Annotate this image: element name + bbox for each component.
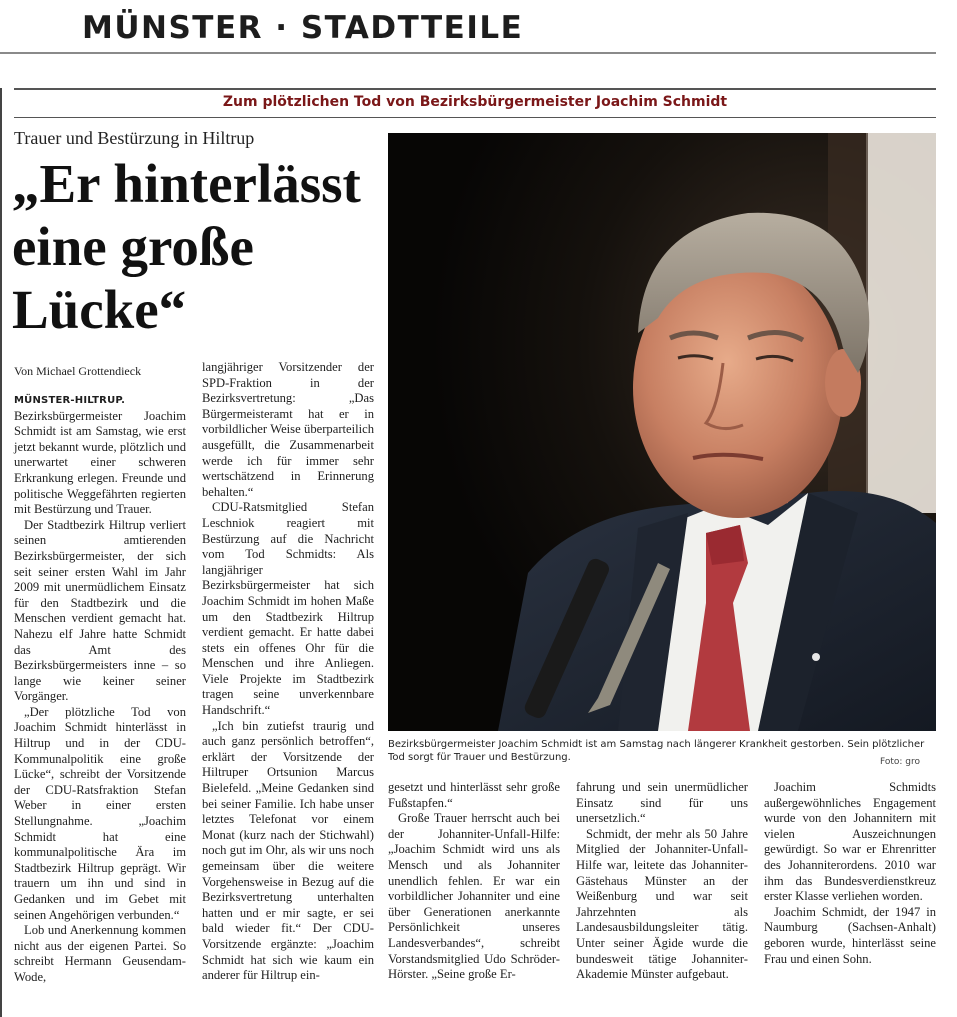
article-column-5: [764, 780, 936, 967]
article-paragraph: gesetzt und hinterlässt sehr große Fußstapfen.“: [388, 780, 560, 810]
photo-credit: Foto: gro: [880, 757, 921, 767]
article-paragraph: Lob und Anerkennung kommen nicht aus der eigenen Partei. So schreibt Hermann Geusendam-Wode,: [14, 923, 186, 984]
article-paragraph: langjähriger Vorsitzender der SPD-Fraktion in der Bezirksvertretung: „Das Bürgermeisteramt hat er in vorbildlicher Weise überparteilich ausgefüllt, die Zusammenarbeit werde ich für immer sehr wertschätzend in Erinnerung behalten.“: [202, 360, 374, 499]
article-paragraph: fahrung und sein unermüdlicher Einsatz sind für uns unersetzlich.“: [576, 780, 748, 826]
subheadline: Trauer und Bestürzung in Hiltrup: [14, 128, 255, 148]
article-column-4: [576, 780, 748, 983]
article-paragraph: Große Trauer herrscht auch bei der Johanniter-Unfall-Hilfe: „Joachim Schmidt wird uns als Mensch und als Johanniter unendlich fehlen. Er war ein vorbildlicher Johanniter und eine über Generationen anerkannte Persönlichkeit unseres Landesverbandes“, schreibt Vorstandsmitglied Udo Schröder-Hörster. „Seine große Er-: [388, 811, 560, 982]
kicker-rule-bottom: [14, 117, 936, 118]
article-column-2: [202, 360, 374, 984]
article-paragraph: Schmidt, der mehr als 50 Jahre Mitglied der Johanniter-Unfall-Hilfe war, leitete das Johanniter-Gästehaus Münster an der Weißenburg und war seit Jahrzehnten als Landesausbildungsleiter tätig. Unter seiner Ägide wurde die bundesweit tätige Johanniter-Akademie Münster aufgebaut.: [576, 826, 748, 982]
article-paragraph: Joachim Schmidt, der 1947 in Naumburg (Sachsen-Anhalt) geboren wurde, hinterlässt seine Frau und einen Sohn.: [764, 904, 936, 966]
article-paragraph: CDU-Ratsmitglied Stefan Leschniok reagiert mit Bestürzung auf die Nachricht vom Tod Schmidts: Als langjähriger Bezirksbürgermeister hat sich Joachim Schmidt im hohen Maße um den Stadtbezirk Hiltrup verdient gemacht. Er hatte dabei stets ein offenes Ohr für die Menschen und ihre Anliegen. Viele Projekte im Stadtbezirk tragen seine unverkennbare Handschrift.“: [202, 500, 374, 718]
article-paragraph: [14, 392, 186, 518]
portrait-illustration: [388, 133, 936, 731]
headline: „Er hinterlässt eine große Lücke“: [12, 153, 361, 340]
article-paragraph: „Der plötzliche Tod von Joachim Schmidt hinterlässt in Hiltrup und in der CDU-Kommunalpolitik eine große Lücke“, schreibt der Vorsitzende der CDU-Ratsfraktion Stefan Weber in einer ersten Stellungnahme. „Joachim Schmidt hat eine kommunalpolitische Ära im Stadtbezirk Hiltrup geprägt. Wir trauern um ihn und sind in Gedanken und im Gebet mit seinen Angehörigen verbunden.“: [14, 704, 186, 922]
photo-caption: Bezirksbürgermeister Joachim Schmidt ist am Samstag nach längerer Krankheit gestorben. Sein plötzlicher Tod sorgt für Trauer und Bestürzung.: [388, 739, 925, 763]
paragraph-text: Bezirksbürgermeister Joachim Schmidt ist am Samstag, wie erst jetzt bekannt wurde, plötzlich und unerwartet einer schweren Erkrankung erlegen. Freunde und politische Weggefährten regierten mit Bestürzung und Trauer.: [14, 408, 186, 517]
dateline: MÜNSTER-HILTRUP.: [14, 395, 126, 406]
portrait-photo: [388, 133, 936, 731]
article-paragraph: Der Stadtbezirk Hiltrup verliert seinen amtierenden Bezirksbürgermeister, der sich seit seiner ersten Wahl im Jahr 2009 mit unermüdlichem Einsatz für den Stadtbezirk und die Menschen verdient gemacht hat. Nahezu elf Jahre hatte Schmidt das Amt des Bezirksbürgermeisters inne – so lange wie keiner seiner Vorgänger.: [14, 517, 186, 704]
article-paragraph: „Ich bin zutiefst traurig und auch ganz persönlich betroffen“, erklärt der Vorsitzende der Hiltruper Ortsunion Marcus Bielefeld. „Meine Gedanken sind bei seiner Familie. Ich habe unser letztes Telefonat vor einem Monat (kurz nach der Stichwahl) noch gut im Ohr, als wir uns noch gemeinsam über die weitere Vorgehensweise in Bezug auf die Bezirksvertretung unterhalten hatten und er mir sagte, er sei bald wieder fit.“ Der CDU-Vorsitzende ergänzte: „Joachim Schmidt hat sich wie kaum ein anderer für Hiltrup ein-: [202, 718, 374, 983]
byline: Von Michael Grottendieck: [14, 364, 142, 378]
section-header: MÜNSTER · STADTTEILE: [82, 10, 524, 46]
article-column-1: [14, 392, 186, 986]
header-rule: [0, 52, 936, 54]
kicker-line: Zum plötzlichen Tod von Bezirksbürgermeister Joachim Schmidt: [222, 94, 728, 110]
margin-rule: [0, 88, 2, 1017]
article-column-3: [388, 780, 560, 983]
kicker-rule-top: [14, 88, 936, 90]
article-paragraph: Joachim Schmidts außergewöhnliches Engagement wurde von den Johannitern mit vielen Auszeichnungen gewürdigt. So war er Ehrenritter des Johanniterordens. 2010 war ihm das Bundesverdienstkreuz erster Klasse verliehen worden.: [764, 780, 936, 904]
